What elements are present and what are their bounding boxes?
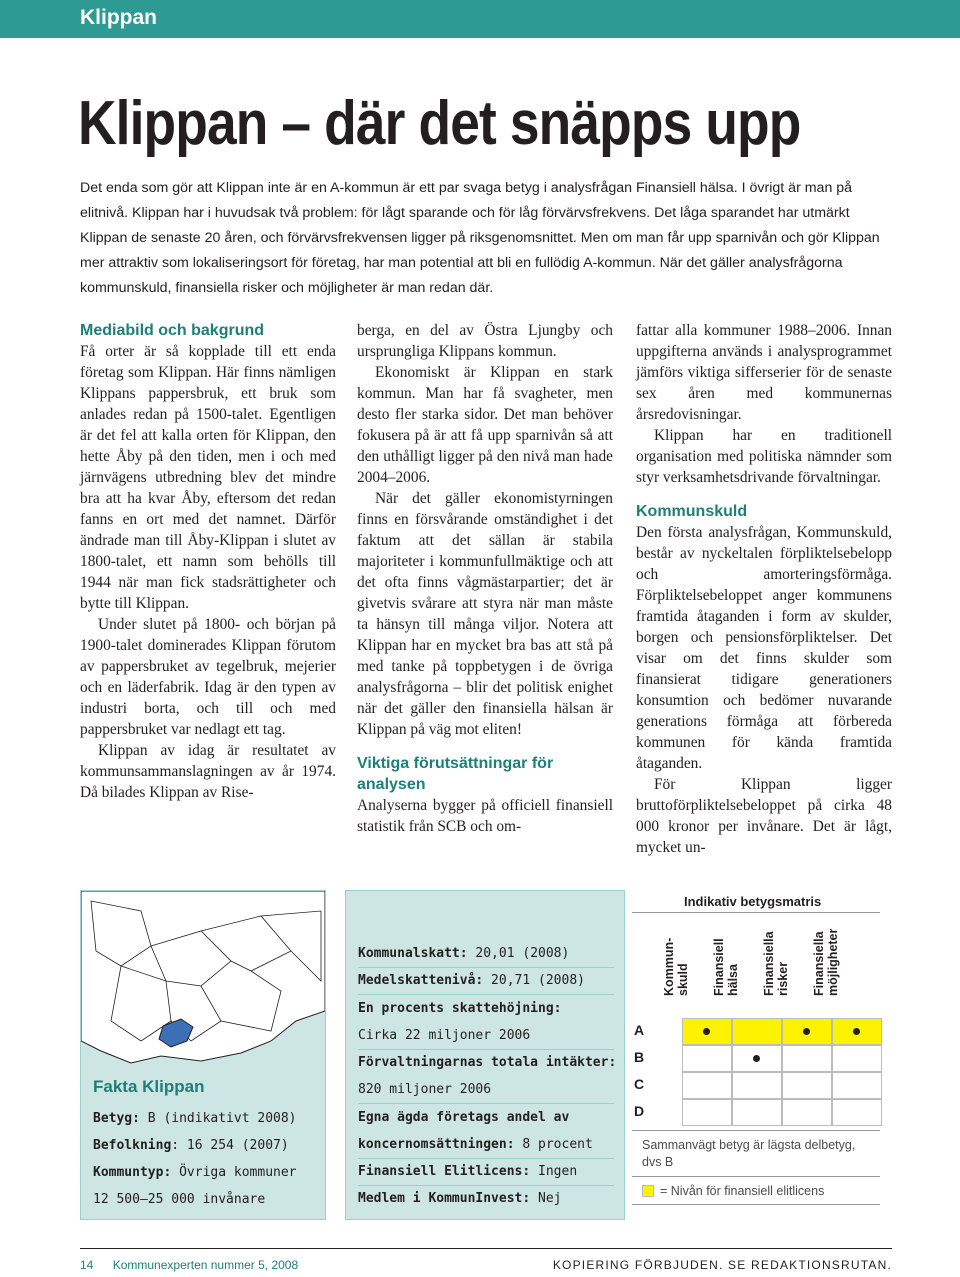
paragraph: Under slutet på 1800- och början på 1900-talet dominerades Klippan förutom av pappersbruket av tegelbruk, mejerier och en läderfabrik. Idag är den typen av industri borta, och till och med pappersbruket var nedlagt ett tag. <box>80 616 336 738</box>
matrix-column-header: Finansiella möjligheter <box>812 928 840 996</box>
fakta-betyg: Betyg: B (indikativt 2008) <box>93 1111 297 1126</box>
column-2 <box>357 320 613 837</box>
matrix-cell <box>782 1099 832 1126</box>
matrix-heading: Indikativ betygsmatris <box>684 894 822 909</box>
matrix-row-label: A <box>634 1022 645 1038</box>
matrix-mark-dot <box>753 1055 760 1062</box>
stat-elitlicens: Finansiell Elitlicens: Ingen <box>358 1164 578 1179</box>
stats-box <box>345 890 625 1220</box>
paragraph: Den första analysfrågan, Kommunskuld, består av nyckeltalen förpliktelsebelopp och amorteringsförmåga. Förpliktelsebeloppet anger kommunens framtida åtaganden i form av skulder, borgen och pensionsförpliktelser. Det visar om det finns skulder som finansierat tidigare generationers konsumtion och bedömer nuvarande generations förmåga att förbereda kommunen för kända framtida åtaganden. <box>636 524 892 772</box>
matrix-mark-dot <box>853 1028 860 1035</box>
paragraph: För Klippan ligger bruttoförpliktelsebeloppet på cirka 48 000 kronor per invånare. Det är lågt, mycket un- <box>636 776 892 856</box>
stat-hojning-label: En procents skattehöjning: <box>358 1001 562 1016</box>
article-title: Klippan – där det snäpps upp <box>78 89 801 158</box>
matrix-cell <box>782 1072 832 1099</box>
matrix-cell <box>682 1099 732 1126</box>
section-header-bar <box>0 0 960 38</box>
matrix-mark-dot <box>803 1028 810 1035</box>
fakta-box <box>80 890 326 1220</box>
region-map-image <box>81 891 325 1066</box>
fakta-range: 12 500–25 000 invånare <box>93 1192 266 1207</box>
stat-agda-value: koncernomsättningen: 8 procent <box>358 1137 593 1152</box>
article-ingress: Det enda som gör att Klippan inte är en A-kommun är ett par svaga betyg i analysfrågan Finansiell hälsa. I övrigt är man på elitnivå. Klippan har i huvudsak två problem: för lågt sparande och för låg förvärvsfrekvens. Det låga sparandet har utmärkt Klippan de senaste 20 åren, och förvärvsfrekvensen ligger på riksgenomsnittet. Men om man får upp sparnivån och gör Klippan mer attraktiv som lokaliseringsort för företag, har man potential att bli en fullödig A-kommun. När det gäller analysfrågorna kommunskuld, finansiella risker och möjligheter är man redan där. <box>80 180 880 296</box>
footer-rule <box>80 1248 892 1249</box>
stat-hojning-value: Cirka 22 miljoner 2006 <box>358 1028 531 1043</box>
matrix-cell <box>732 1018 782 1045</box>
stat-medelskatt: Medelskattenivå: 20,71 (2008) <box>358 973 585 988</box>
paragraph: Få orter är så kopplade till ett enda företag som Klippan. Här finns nämligen Klippans pappersbruk, ett bruk som anlades redan på 1500-talet. Egentligen är det fel att kalla orten för Klippan, den hette Åby på den tiden, men i och med järnvägens utbredning blev det mindre bra att ha kvar Åby, eftersom det redan fanns en ort med det namnet. Därför ändrade man till Åby-Klippan i slutet av 1800-talet, ett namn som behölls till 1944 när man fick stadsrättigheter och bytte till Klippan. <box>80 343 336 612</box>
stat-intakter-value: 820 miljoner 2006 <box>358 1082 492 1097</box>
matrix-cell <box>832 1072 882 1099</box>
copyright-notice: KOPIERING FÖRBJUDEN. SE REDAKTIONSRUTAN. <box>552 1258 892 1272</box>
rating-matrix <box>632 890 880 1220</box>
matrix-column-header: Kommun- skuld <box>662 937 690 996</box>
column-1 <box>80 320 336 803</box>
matrix-row-label: B <box>634 1049 645 1065</box>
stat-agda-label: Egna ägda företags andel av <box>358 1110 570 1125</box>
matrix-cell <box>732 1072 782 1099</box>
heading-forutsattningar: Viktiga förutsättningar för analysen <box>357 755 554 793</box>
fakta-kommuntyp: Kommuntyp: Övriga kommuner <box>93 1165 297 1180</box>
matrix-cell <box>782 1045 832 1072</box>
footer-left <box>80 1258 298 1272</box>
stat-kommunalskatt: Kommunalskatt: 20,01 (2008) <box>358 946 570 961</box>
heading-mediabild: Mediabild och bakgrund <box>80 322 265 339</box>
paragraph: berga, en del av Östra Ljungby och ursprungliga Klippans kommun. <box>357 322 613 360</box>
matrix-cell <box>832 1099 882 1126</box>
matrix-cell <box>682 1045 732 1072</box>
paragraph: När det gäller ekonomistyrningen finns en försvårande omständighet i det faktum att det sällan är stabila majoriteter i kommunfullmäktige och att det ofta finns vågmästarpartier; det är givetvis svårare att styra när man måste ta hänsyn till många viljor. Notera att Klippan har en mycket bra bas att stå på med tanke på toppbetygen i de övriga analysfrågorna – blir det politisk enighet när det gäller den finansiella hälsan är Klippan på väg mot eliten! <box>357 490 613 738</box>
paragraph: Ekonomiskt är Klippan en stark kommun. Man har få svagheter, men desto fler starka sidor. Det man behöver fokusera på är att få upp sparnivån så att den uthålligt ligger på den nivå man hade 2004–2006. <box>357 364 613 486</box>
column-3 <box>636 320 892 858</box>
heading-kommunskuld: Kommunskuld <box>636 503 748 520</box>
matrix-mark-dot <box>703 1028 710 1035</box>
matrix-row-label: D <box>634 1103 645 1119</box>
fakta-befolkning: Befolkning: 16 254 (2007) <box>93 1138 289 1153</box>
legend-swatch <box>642 1185 654 1197</box>
matrix-cell <box>832 1045 882 1072</box>
paragraph: fattar alla kommuner 1988–2006. Innan uppgifterna används i analysprogrammet jämförs viktiga sifferserier för de senaste sex åren med kommunernas årsredovisningar. <box>636 322 892 423</box>
stat-kommuninvest: Medlem i KommunInvest: Nej <box>358 1191 562 1206</box>
paragraph: Analyserna bygger på officiell finansiell statistik från SCB och om- <box>357 797 613 835</box>
paragraph: Klippan har en traditionell organisation med politiska nämnder som styr verksamhetsdrivande förvaltningar. <box>636 427 892 486</box>
matrix-cell <box>732 1099 782 1126</box>
matrix-column-header: Finansiell hälsa <box>712 938 740 996</box>
stat-intakter-label: Förvaltningarnas totala intäkter: <box>358 1055 617 1070</box>
page-number: 14 <box>80 1258 94 1272</box>
publication-name: Kommunexperten nummer 5, 2008 <box>112 1258 299 1272</box>
matrix-column-header: Finansiella risker <box>762 931 790 996</box>
matrix-note: Sammanvägt betyg är lägsta delbetyg, dvs B <box>642 1138 856 1169</box>
fakta-heading: Fakta Klippan <box>93 1077 205 1096</box>
matrix-legend: = Nivån för finansiell elitlicens <box>642 1184 824 1198</box>
section-name: Klippan <box>80 6 157 29</box>
paragraph: Klippan av idag är resultatet av kommunsammanslagningen av år 1974. Då bilades Klippan av Rise- <box>80 742 336 801</box>
matrix-row-label: C <box>634 1076 645 1092</box>
matrix-cell <box>682 1072 732 1099</box>
